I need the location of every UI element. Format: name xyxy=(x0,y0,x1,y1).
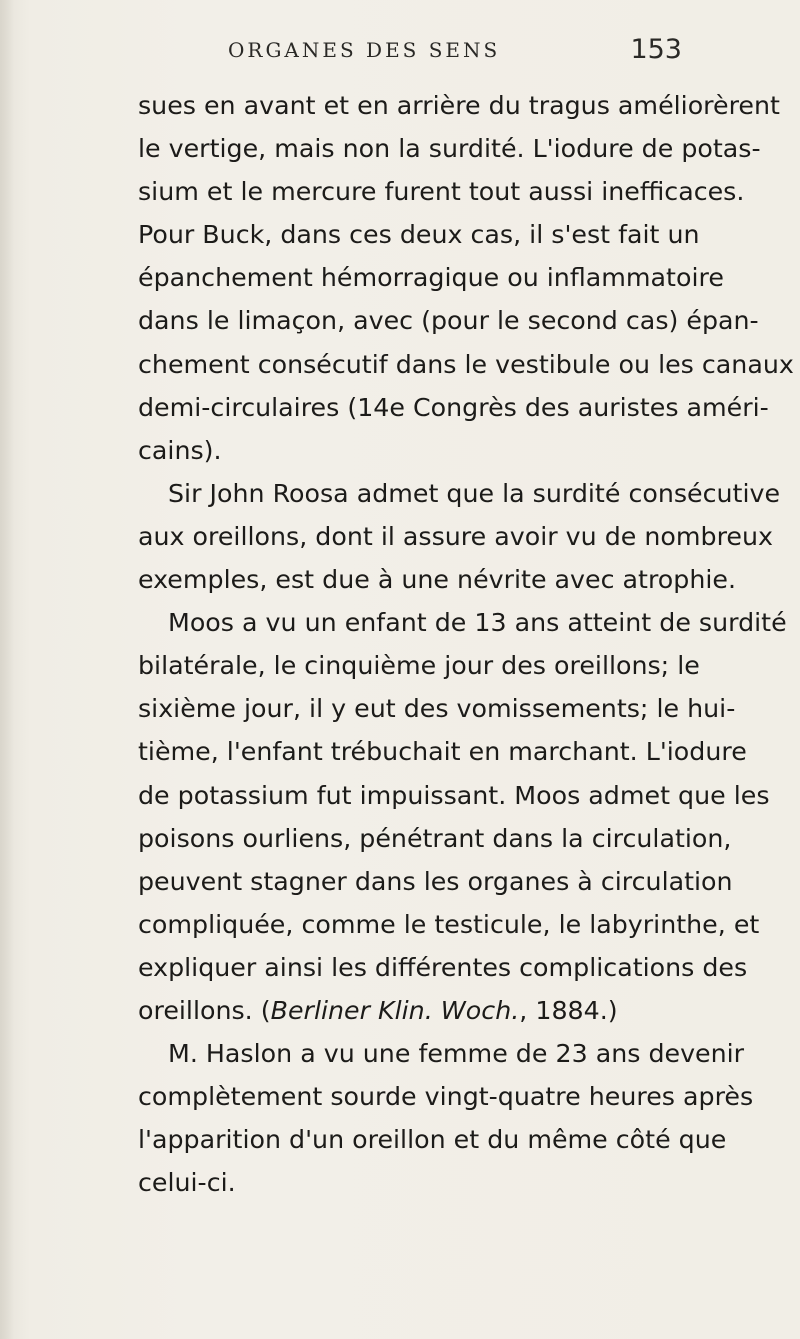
binding-shadow xyxy=(0,0,14,1339)
text-line: épanchement hémorragique ou inflammatoire xyxy=(138,263,724,293)
text-line: bilatérale, le cinquième jour des oreillons; le xyxy=(138,651,700,681)
text-line: Pour Buck, dans ces deux cas, il s'est fait un xyxy=(138,220,700,250)
text-line: de potassium fut impuissant. Moos admet que les xyxy=(138,780,770,810)
text-line: peuvent stagner dans les organes à circulation xyxy=(138,866,733,896)
text-line: tième, l'enfant trébuchait en marchant. L'iodure xyxy=(138,737,747,767)
page-number: 153 xyxy=(630,34,682,65)
text-line: sixième jour, il y eut des vomissements; le hui- xyxy=(138,694,736,724)
page-header xyxy=(138,34,682,68)
text-line: dans le limaçon, avec (pour le second cas) épan- xyxy=(138,306,759,336)
text-line: complètement sourde vingt-quatre heures après xyxy=(138,1082,754,1112)
text-line: cains). xyxy=(138,435,222,465)
citation-prefix: oreillons. ( xyxy=(138,995,271,1025)
text-line: sues en avant et en arrière du tragus améliorèrent xyxy=(138,91,780,120)
text-line: Moos a vu un enfant de 13 ans atteint de surdité xyxy=(168,608,787,638)
text-line: l'apparition d'un oreillon et du même côté que xyxy=(138,1125,727,1155)
text-line: M. Haslon a vu une femme de 23 ans devenir xyxy=(168,1039,745,1069)
text-line: demi-circulaires (14e Congrès des auristes améri- xyxy=(138,392,769,422)
body-text xyxy=(138,84,794,1204)
running-title: ORGANES DES SENS xyxy=(228,38,501,62)
text-line: chement consécutif dans le vestibule ou les canaux xyxy=(138,349,794,379)
citation-suffix: , 1884.) xyxy=(519,995,618,1025)
text-line: poisons ourliens, pénétrant dans la circulation, xyxy=(138,823,732,853)
text-line: aux oreillons, dont il assure avoir vu de nombreux xyxy=(138,521,774,551)
journal-citation: Berliner Klin. Woch. xyxy=(270,995,520,1025)
text-line: le vertige, mais non la surdité. L'iodure de potas- xyxy=(138,134,761,164)
text-line: expliquer ainsi les différentes complications des xyxy=(138,952,748,982)
text-line: exemples, est due à une névrite avec atrophie. xyxy=(138,565,737,595)
text-line: sium et le mercure furent tout aussi inefficaces. xyxy=(138,177,745,207)
text-line: celui-ci. xyxy=(138,1168,236,1198)
text-line-with-citation xyxy=(138,989,684,1032)
text-line: Sir John Roosa admet que la surdité consécutive xyxy=(168,478,781,508)
text-line: compliquée, comme le testicule, le labyrinthe, et xyxy=(138,909,760,939)
